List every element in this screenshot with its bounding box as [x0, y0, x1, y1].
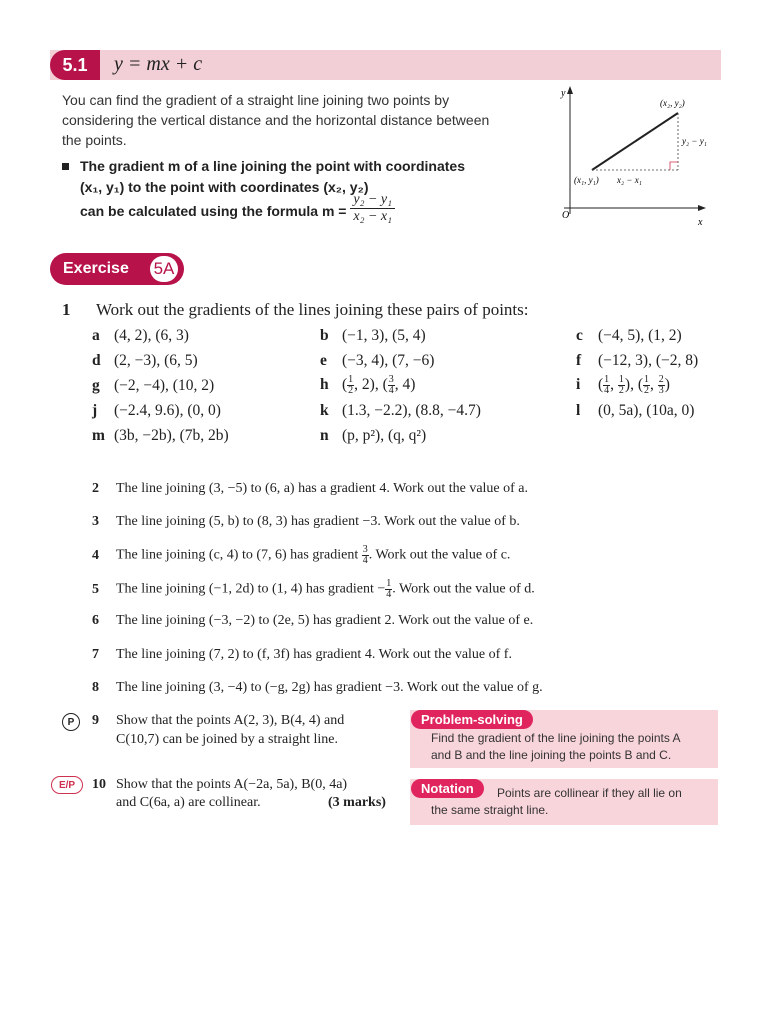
- question-6: [92, 613, 533, 629]
- point2-label: (x₂, y₂): [660, 98, 685, 108]
- part-l: [576, 402, 694, 420]
- question-10: [92, 777, 347, 793]
- fraction: $\frac{2}{3}$: [658, 374, 664, 396]
- point1-label: (x₁, y₁): [574, 175, 599, 185]
- question-9: [92, 713, 344, 729]
- question-number: 7: [92, 647, 99, 662]
- question-10-marks: (3 marks): [328, 795, 386, 810]
- question-number: 6: [92, 613, 99, 628]
- part-text: (p, p²), (q, q²): [342, 427, 427, 444]
- horizontal-label: x₂ − x₁: [617, 175, 642, 185]
- part-c: [576, 327, 682, 345]
- part-text: (2, −3), (6, 5): [114, 352, 198, 369]
- x-axis-label: x: [698, 217, 703, 228]
- question-text: The line joining (−3, −2) to (2e, 5) has gradient 2. Work out the value of e.: [116, 613, 534, 628]
- fraction: $\frac{3}{4}$: [362, 544, 368, 566]
- part-label: g: [92, 377, 100, 394]
- part-m: [92, 427, 229, 445]
- key-point-line1: The gradient m of a line joining the point with coordinates: [80, 158, 466, 174]
- part-d: [92, 352, 198, 370]
- fraction: $\frac{1}{2}$: [348, 374, 354, 396]
- question-4: [92, 545, 510, 566]
- fraction: $\frac{3}{4}$: [388, 374, 394, 396]
- exercise-tag: [50, 253, 184, 285]
- part-text: (−2, −4), (10, 2): [114, 377, 215, 394]
- fraction: $\frac{1}{4}$: [386, 578, 392, 600]
- question-1: [62, 300, 528, 320]
- question-text: The line joining (−1, 2d) to (1, 4) has gradient −: [116, 581, 386, 597]
- y-axis-arrow-icon: [567, 86, 573, 94]
- part-text: ( $\frac{1}{2}$ , 2), ( $\frac{3}{4}$ , 4): [342, 374, 416, 396]
- x-axis-arrow-icon: [698, 205, 706, 211]
- question-5: [92, 579, 535, 600]
- question-text-end: . Work out the value of d.: [392, 581, 535, 597]
- part-h: [320, 375, 415, 396]
- question-3: [92, 514, 520, 530]
- formula-numerator: y₂ − y₁: [350, 192, 395, 209]
- origin-label: O: [562, 210, 570, 221]
- fraction: $\frac{1}{2}$: [618, 374, 624, 396]
- part-a: [92, 327, 189, 345]
- part-text: (3b, −2b), (7b, 2b): [114, 427, 229, 444]
- part-label: j: [92, 402, 98, 419]
- right-angle-marker: [670, 162, 678, 170]
- problem-solving-line2: and B and the line joining the points B and C.: [431, 748, 672, 762]
- part-text: (1.3, −2.2), (8.8, −4.7): [342, 402, 481, 419]
- problem-solving-line1: Find the gradient of the line joining the points A: [431, 731, 681, 745]
- part-i: [576, 375, 670, 396]
- part-label: n: [320, 427, 329, 444]
- section-number: 5.1: [50, 50, 100, 80]
- part-label: e: [320, 352, 327, 369]
- question-number: 2: [92, 481, 99, 496]
- question-9-line2: C(10,7) can be joined by a straight line.: [116, 732, 338, 747]
- part-text: (4, 2), (6, 3): [114, 327, 189, 344]
- exercise-id: 5A: [150, 256, 178, 282]
- part-n: [320, 427, 426, 445]
- question-number: 3: [92, 514, 99, 529]
- key-point-line2: (x₁, y₁) to the point with coordinates (x₂, y₂): [80, 179, 369, 195]
- fraction: $\frac{1}{4}$: [604, 374, 610, 396]
- question-text: The line joining (7, 2) to (f, 3f) has gradient 4. Work out the value of f.: [116, 647, 512, 662]
- question-number: 1: [62, 300, 71, 319]
- exercise-label: Exercise: [63, 260, 129, 277]
- part-text: (−2.4, 9.6), (0, 0): [114, 402, 221, 419]
- part-j: [92, 402, 221, 420]
- question-number: 10: [92, 777, 106, 792]
- part-text: (0, 5a), (10a, 0): [598, 402, 695, 419]
- problem-solving-tag: Problem-solving: [411, 710, 533, 729]
- part-label: a: [92, 327, 100, 344]
- question-text: The line joining (5, b) to (8, 3) has gradient −3. Work out the value of b.: [116, 514, 520, 529]
- part-label: d: [92, 352, 101, 369]
- question-number: 8: [92, 680, 99, 695]
- gradient-formula: [350, 192, 395, 225]
- key-point-line3-text: can be calculated using the formula m =: [80, 203, 347, 220]
- part-label: h: [320, 376, 329, 394]
- part-e: [320, 352, 434, 370]
- question-1-prompt: Work out the gradients of the lines joining these pairs of points:: [95, 300, 529, 319]
- part-text: (−3, 4), (7, −6): [342, 352, 435, 369]
- exam-practice-badge: E/P: [51, 776, 83, 794]
- question-8: [92, 680, 543, 696]
- gradient-diagram: [556, 84, 726, 234]
- bullet-square-icon: [62, 163, 69, 170]
- question-number: 9: [92, 713, 99, 728]
- question-text-end: . Work out the value of c.: [368, 547, 511, 563]
- section-title: y = mx + c: [114, 53, 203, 75]
- notation-tag: Notation: [411, 779, 484, 798]
- part-text: ( $\frac{1}{4}$ , $\frac{1}{2}$ ), ( $\frac{1}{2}$ , $\frac{2}{3}$ ): [598, 374, 670, 396]
- part-k: [320, 402, 481, 420]
- line-segment: [592, 113, 678, 170]
- part-label: l: [576, 402, 581, 419]
- vertical-label: y₂ − y₁: [682, 136, 707, 146]
- part-f: [576, 352, 698, 370]
- formula-denominator: x₂ − x₁: [353, 209, 392, 224]
- y-axis-label: y: [561, 88, 566, 99]
- part-label: f: [576, 352, 582, 369]
- part-label: c: [576, 327, 583, 344]
- question-text: The line joining (3, −5) to (6, a) has a gradient 4. Work out the value of a.: [116, 481, 529, 496]
- question-10-line2: and C(6a, a) are collinear.: [116, 795, 261, 810]
- notation-line2: the same straight line.: [431, 803, 549, 817]
- problem-solving-badge: P: [62, 713, 80, 731]
- question-7: [92, 647, 512, 663]
- part-label: m: [92, 427, 105, 444]
- question-2: [92, 481, 528, 497]
- part-label: i: [576, 376, 581, 394]
- part-text: (−12, 3), (−2, 8): [598, 352, 699, 369]
- question-number: 4: [92, 547, 99, 563]
- part-g: [92, 377, 214, 395]
- part-text: (−1, 3), (5, 4): [342, 327, 426, 344]
- notation-line1: Points are collinear if they all lie on: [497, 786, 682, 800]
- fraction: $\frac{1}{2}$: [644, 374, 649, 396]
- intro-text: You can find the gradient of a straight line joining two points by considering the vertical distance and the horizontal distance between the points.: [62, 92, 490, 148]
- question-text: Show that the points A(2, 3), B(4, 4) and: [116, 713, 345, 728]
- part-b: [320, 327, 426, 345]
- part-label: b: [320, 327, 329, 344]
- key-point-line3: [80, 192, 395, 225]
- part-text: (−4, 5), (1, 2): [598, 327, 682, 344]
- question-text: Show that the points A(−2a, 5a), B(0, 4a): [116, 777, 348, 792]
- part-label: k: [320, 402, 329, 419]
- question-text: The line joining (3, −4) to (−g, 2g) has gradient −3. Work out the value of g.: [116, 680, 543, 695]
- question-number: 5: [92, 581, 99, 597]
- question-text: The line joining (c, 4) to (7, 6) has gradient: [116, 547, 359, 563]
